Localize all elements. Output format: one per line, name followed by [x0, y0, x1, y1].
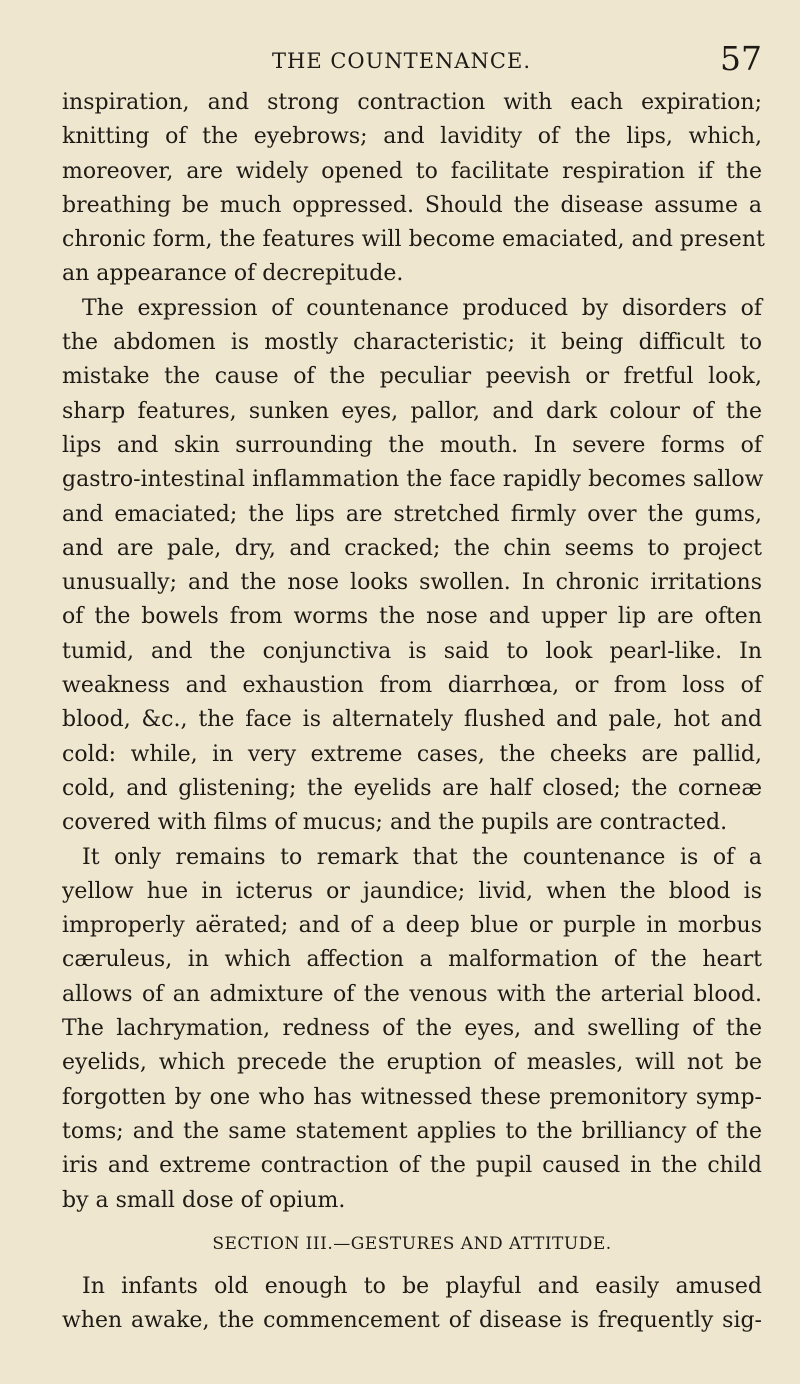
text-line: sharp features, sunken eyes, pallor, and dark colour of the — [62, 398, 762, 424]
text-line: when awake, the commencement of disease is frequently sig- — [62, 1308, 762, 1334]
text-line: It only remains to remark that the countenance is of a — [82, 844, 762, 870]
text-line: moreover, are widely opened to facilitate respiration if the — [62, 158, 762, 184]
section-heading: SECTION III.—GESTURES AND ATTITUDE. — [212, 1233, 612, 1254]
text-line: of the bowels from worms the nose and upper lip are often — [62, 604, 762, 630]
text-line: weakness and exhaustion from diarrhœa, or from loss of — [62, 673, 762, 699]
page-header — [62, 39, 762, 85]
text-line: gastro-intestinal inflammation the face rapidly becomes sallow — [62, 467, 764, 493]
text-line: inspiration, and strong contraction with each expiration; — [62, 90, 762, 115]
text-line: unusually; and the nose looks swollen. In chronic irritations — [62, 570, 762, 596]
text-line: mistake the cause of the peculiar peevish or fretful look, — [62, 364, 762, 390]
text-line: the abdomen is mostly characteristic; it being difficult to — [62, 330, 762, 356]
text-line: covered with films of mucus; and the pupils are contracted. — [62, 810, 728, 836]
text-line: and emaciated; the lips are stretched firmly over the gums, — [62, 501, 762, 527]
text-line: an appearance of decrepitude. — [62, 261, 404, 287]
text-line: forgotten by one who has witnessed these premonitory symp- — [62, 1084, 762, 1110]
text-line: The expression of countenance produced by disorders of — [82, 295, 762, 321]
text-line: and are pale, dry, and cracked; the chin seems to project — [62, 535, 762, 561]
text-line: chronic form, the features will become emaciated, and present — [62, 227, 765, 253]
text-line: knitting of the eyebrows; and lavidity of the lips, which, — [62, 124, 762, 150]
body-text — [62, 86, 765, 1338]
text-line: toms; and the same statement applies to the brilliancy of the — [62, 1118, 762, 1144]
text-line: by a small dose of opium. — [62, 1187, 346, 1213]
text-line: eyelids, which precede the eruption of measles, will not be — [62, 1050, 762, 1076]
text-line: yellow hue in icterus or jaundice; livid, when the blood is — [62, 878, 762, 904]
text-line: cold: while, in very extreme cases, the cheeks are pallid, — [62, 741, 762, 767]
text-line: improperly aërated; and of a deep blue or purple in morbus — [62, 913, 762, 939]
text-line: The lachrymation, redness of the eyes, and swelling of the — [62, 1016, 762, 1042]
text-line: blood, &c., the face is alternately flushed and pale, hot and — [62, 707, 762, 733]
text-line: lips and skin surrounding the mouth. In severe forms of — [62, 432, 762, 458]
text-line: allows of an admixture of the venous with the arterial blood. — [62, 981, 762, 1007]
page-number: 57 — [720, 39, 762, 78]
text-line: breathing be much oppressed. Should the disease assume a — [62, 192, 762, 218]
text-line: In infants old enough to be playful and easily amused — [82, 1273, 762, 1299]
text-line: tumid, and the conjunctiva is said to look pearl-like. In — [62, 638, 762, 664]
text-line: cold, and glistening; the eyelids are half closed; the corneæ — [62, 775, 762, 801]
text-line: cæruleus, in which affection a malformation of the heart — [62, 947, 762, 973]
text-line: iris and extreme contraction of the pupil caused in the child — [62, 1153, 762, 1179]
running-head: THE COUNTENANCE. — [272, 49, 532, 73]
